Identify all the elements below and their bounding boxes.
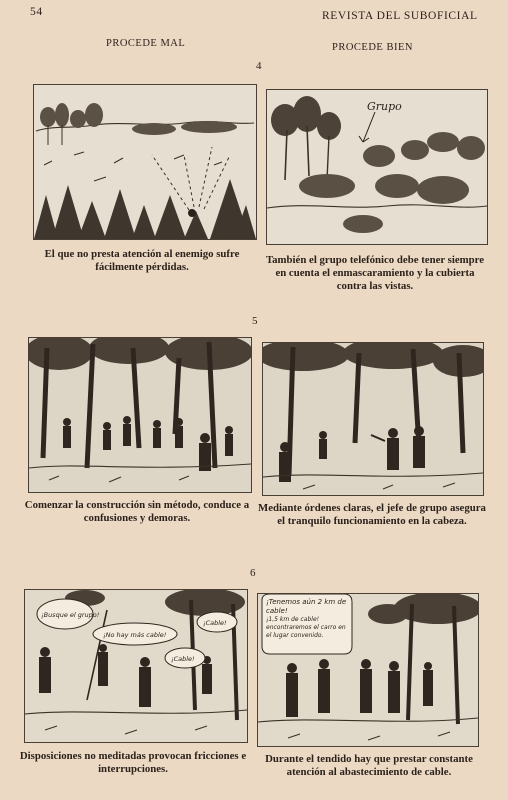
annotation-grupo: Grupo	[367, 100, 402, 113]
section-number-5: 5	[252, 315, 258, 327]
bubble-text: ¡Cable!	[203, 619, 227, 627]
column-heading-left: PROCEDE MAL	[106, 38, 186, 49]
illustration-5-bad	[28, 337, 252, 493]
caption-6-good: Durante el tendido hay que prestar constante atención al abastecimiento de cable.	[265, 753, 473, 778]
bubble-text: ¡Cable!	[171, 655, 195, 663]
illustration-6-good	[257, 593, 479, 747]
section-number-4: 4	[256, 60, 262, 72]
running-title: REVISTA DEL SUBOFICIAL	[322, 10, 478, 22]
illustration-5-good	[262, 342, 484, 496]
page-number: 54	[30, 6, 43, 18]
illustration-6-bad	[24, 589, 248, 743]
bubble-text: ¡No hay más cable!	[103, 631, 167, 639]
bubble-text: ¡Tenemos aún 2 km de cable!	[266, 598, 347, 615]
column-heading-right: PROCEDE BIEN	[332, 42, 413, 53]
section-number-6: 6	[250, 567, 256, 579]
caption-4-bad: El que no presta atención al enemigo sufre fácilmente pérdidas.	[44, 248, 240, 273]
caption-4-good: También el grupo telefónico debe tener siempre en cuenta el enmascaramiento y la cubierta contra las vistas.	[265, 254, 485, 292]
caption-5-good: Mediante órdenes claras, el jefe de grupo asegura el tranquilo funcionamiento en la cabeza.	[258, 502, 486, 527]
bubble-text: ¡Busque el grupo!	[41, 611, 100, 619]
caption-5-bad: Comenzar la construcción sin método, conduce a confusiones y demoras.	[24, 499, 250, 524]
bubble-text: ¡1,5 km de cable! encontraremos el carro en el lugar convenido.	[266, 616, 346, 639]
illustration-4-bad	[33, 84, 257, 240]
caption-6-bad: Disposiciones no meditadas provocan fricciones e interrupciones.	[19, 750, 247, 775]
illustration-4-good	[266, 89, 488, 245]
